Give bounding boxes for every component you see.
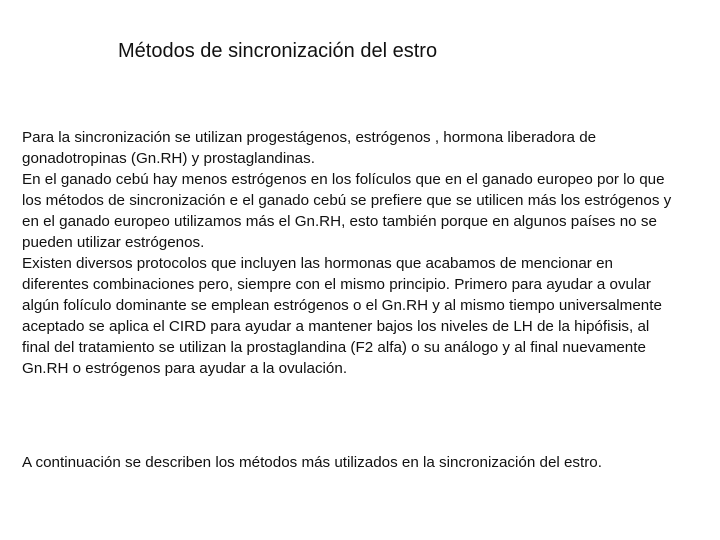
paragraph-protocols: Existen diversos protocolos que incluyen las hormonas que acabamos de mencionar en diferentes combinaciones pero, siempre con el mismo principio. Primero para ayudar a ovular algún folículo dominante se emplean estrógenos o el Gn.RH y al mismo tiempo universalmente aceptado se aplica el CIRD para ayudar a mantener bajos los niveles de LH de la hipófisis, al final del tratamiento se utilizan la prostaglandina (F2 alfa) o su análogo y al final nuevamente Gn.RH o estrógenos para ayudar a la ovulación.	[22, 255, 662, 377]
paragraph-cebu-vs-european: En el ganado cebú hay menos estrógenos en los folículos que en el ganado europeo por lo que los métodos de sincronización e el ganado cebú se prefiere que se utilicen más los estrógenos y en el ganado europeo utilizamos más el Gn.RH, esto también porque en algunos países no se pueden utilizar estrógenos.	[22, 171, 672, 251]
paragraph-intro: Para la sincronización se utilizan progestágenos, estrógenos , hormona liberadora de gonadotropinas (Gn.RH) y prostaglandinas.	[22, 129, 597, 167]
slide-title: Métodos de sincronización del estro	[118, 40, 438, 62]
body-text	[22, 127, 672, 379]
closing-text: A continuación se describen los métodos más utilizados en la sincronización del estro.	[22, 454, 602, 471]
